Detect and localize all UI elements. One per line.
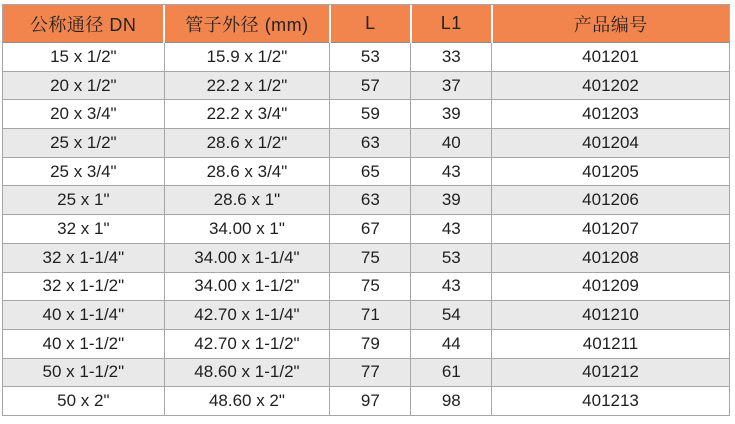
table-cell: 401201 — [492, 43, 729, 72]
table-cell: 67 — [330, 215, 411, 244]
table-cell: 401210 — [492, 301, 729, 330]
table-cell: 401202 — [492, 71, 729, 100]
table-cell: 43 — [411, 272, 492, 301]
table-cell: 28.6 x 1" — [164, 186, 330, 215]
column-header-product-code: 产品编号 — [492, 5, 729, 43]
table-cell: 32 x 1-1/2" — [3, 272, 164, 301]
table-cell: 63 — [330, 186, 411, 215]
table-row — [3, 186, 729, 215]
product-spec-table-wrap — [2, 4, 730, 416]
table-row — [3, 157, 729, 186]
table-cell: 50 x 2" — [3, 387, 164, 415]
column-header-L1: L1 — [411, 5, 492, 43]
table-cell: 401203 — [492, 100, 729, 129]
table-cell: 401211 — [492, 329, 729, 358]
table-cell: 15.9 x 1/2" — [164, 43, 330, 72]
table-row — [3, 100, 729, 129]
table-cell: 75 — [330, 243, 411, 272]
table-cell: 401209 — [492, 272, 729, 301]
table-cell: 22.2 x 1/2" — [164, 71, 330, 100]
table-row — [3, 215, 729, 244]
table-cell: 77 — [330, 358, 411, 387]
table-cell: 98 — [411, 387, 492, 415]
table-cell: 28.6 x 3/4" — [164, 157, 330, 186]
table-row — [3, 43, 729, 72]
table-cell: 40 — [411, 129, 492, 158]
table-cell: 401207 — [492, 215, 729, 244]
table-cell: 32 x 1" — [3, 215, 164, 244]
table-cell: 34.00 x 1-1/4" — [164, 243, 330, 272]
table-cell: 79 — [330, 329, 411, 358]
header-row — [3, 5, 729, 43]
table-cell: 65 — [330, 157, 411, 186]
table-cell: 28.6 x 1/2" — [164, 129, 330, 158]
table-row — [3, 358, 729, 387]
table-cell: 33 — [411, 43, 492, 72]
table-cell: 401208 — [492, 243, 729, 272]
table-cell: 59 — [330, 100, 411, 129]
table-row — [3, 129, 729, 158]
table-cell: 39 — [411, 100, 492, 129]
table-cell: 401204 — [492, 129, 729, 158]
table-cell: 401206 — [492, 186, 729, 215]
table-row — [3, 329, 729, 358]
table-cell: 40 x 1-1/2" — [3, 329, 164, 358]
table-cell: 50 x 1-1/2" — [3, 358, 164, 387]
table-cell: 40 x 1-1/4" — [3, 301, 164, 330]
table-cell: 75 — [330, 272, 411, 301]
table-row — [3, 272, 729, 301]
table-row — [3, 301, 729, 330]
table-body — [3, 43, 729, 415]
table-cell: 15 x 1/2" — [3, 43, 164, 72]
column-header-nominal-diameter: 公称通径 DN — [3, 5, 164, 43]
table-cell: 37 — [411, 71, 492, 100]
table-cell: 97 — [330, 387, 411, 415]
table-cell: 63 — [330, 129, 411, 158]
column-header-pipe-outer-diameter: 管子外径 (mm) — [164, 5, 330, 43]
table-cell: 53 — [330, 43, 411, 72]
table-cell: 34.00 x 1" — [164, 215, 330, 244]
table-cell: 42.70 x 1-1/2" — [164, 329, 330, 358]
table-cell: 48.60 x 2" — [164, 387, 330, 415]
table-cell: 57 — [330, 71, 411, 100]
table-cell: 401213 — [492, 387, 729, 415]
table-cell: 32 x 1-1/4" — [3, 243, 164, 272]
table-row — [3, 243, 729, 272]
table-cell: 43 — [411, 157, 492, 186]
table-cell: 43 — [411, 215, 492, 244]
table-cell: 401212 — [492, 358, 729, 387]
table-cell: 25 x 1/2" — [3, 129, 164, 158]
table-row — [3, 387, 729, 415]
table-cell: 34.00 x 1-1/2" — [164, 272, 330, 301]
table-cell: 48.60 x 1-1/2" — [164, 358, 330, 387]
table-cell: 20 x 3/4" — [3, 100, 164, 129]
product-spec-table — [3, 5, 729, 415]
table-cell: 25 x 3/4" — [3, 157, 164, 186]
table-cell: 401205 — [492, 157, 729, 186]
table-cell: 71 — [330, 301, 411, 330]
table-cell: 20 x 1/2" — [3, 71, 164, 100]
table-row — [3, 71, 729, 100]
table-cell: 44 — [411, 329, 492, 358]
table-cell: 54 — [411, 301, 492, 330]
table-cell: 53 — [411, 243, 492, 272]
table-cell: 42.70 x 1-1/4" — [164, 301, 330, 330]
table-cell: 22.2 x 3/4" — [164, 100, 330, 129]
table-cell: 25 x 1" — [3, 186, 164, 215]
table-cell: 39 — [411, 186, 492, 215]
column-header-L: L — [330, 5, 411, 43]
table-cell: 61 — [411, 358, 492, 387]
